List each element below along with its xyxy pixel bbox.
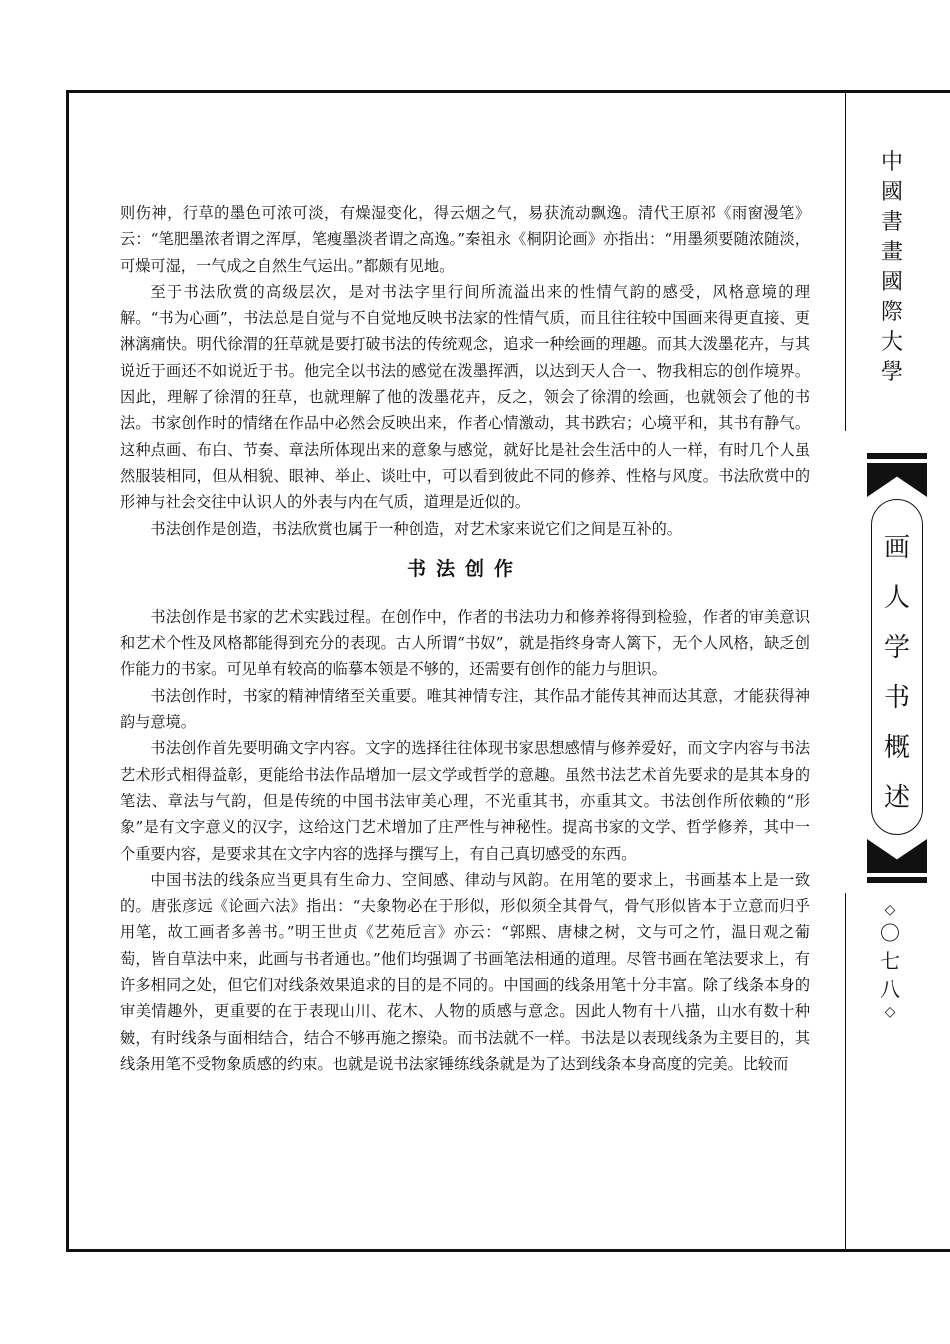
university-char: 國 bbox=[880, 270, 903, 295]
page-number-digit: 七 bbox=[880, 949, 900, 973]
bottom-cap-ornament bbox=[867, 839, 927, 873]
university-char: 大 bbox=[880, 330, 903, 355]
paragraph: 书法创作时，书家的精神情绪至关重要。唯其神情专注，其作品才能传其神而达其意，才能获得神韵与意境。 bbox=[120, 686, 810, 732]
book-title-panel bbox=[867, 453, 927, 883]
diamond-icon: ◇ bbox=[884, 902, 896, 918]
book-title-char: 人 bbox=[883, 583, 910, 613]
paragraph: 书法创作是书家的艺术实践过程。在创作中，作者的书法功力和修养将得到检验，作者的审美意识和艺术个性及风格都能得到充分的表现。古人所谓“书奴”，就是指终身寄人篱下，无个人风格，缺乏创作能力的书家。可见单有较高的临摹本领是不够的，还需要有创作的能力与胆识。 bbox=[120, 607, 810, 679]
paragraph: 中国书法的线条应当更具有生命力、空间感、律动与风韵。在用笔的要求上，书画基本上是一致的。唐张彦远《论画六法》指出：“夫象物必在于形似，形似须全其骨气，骨气形似皆本于立意而归乎用笔，故工画者多善书。”明王世贞《艺苑卮言》亦云：“郭熙、唐棣之树，文与可之竹，温日观之葡萄，皆自草法中来，此画与书者通也。”他们均强调了书画笔法相通的道理。尽管书画在笔法要求上，有许多相同之处，但它们对线条效果追求的目的是不同的。中国画的线条用笔十分丰富。除了线条本身的审美情趣外，更重要的在于表现山川、花木、人物的质感与意念。因此人物有十八描，山水有数十种皴，有时线条与面相结合，结合不够再施之擦染。而书法就不一样。书法是以表现线条为主要目的，其线条用笔不受物象质感的约束。也就是说书法家锤练线条就是为了达到线条本身高度的完美。比较而 bbox=[120, 870, 810, 1073]
sidebar-divider-bottom bbox=[845, 893, 846, 1249]
top-bar bbox=[867, 453, 927, 459]
university-char: 書 bbox=[880, 210, 903, 235]
sidebar bbox=[845, 93, 950, 1249]
diamond-icon: ◇ bbox=[884, 1004, 896, 1020]
university-name bbox=[872, 148, 912, 388]
book-title bbox=[871, 523, 923, 823]
paragraph: 则伤神，行草的墨色可浓可淡，有燥湿变化，得云烟之气，易获流动飘逸。清代王原祁《雨窗漫笔》云：“笔肥墨浓者谓之浑厚，笔瘦墨淡者谓之高逸。”秦祖永《桐阴论画》亦指出：“用墨须要随浓随淡，可燥可湿，一气成之自然生气运出。”都颇有见地。 bbox=[120, 204, 810, 275]
book-title-char: 画 bbox=[883, 533, 910, 563]
university-char: 國 bbox=[880, 180, 903, 205]
university-char: 畫 bbox=[880, 240, 903, 265]
book-title-char: 书 bbox=[883, 683, 910, 713]
paragraph: 书法创作是创造，书法欣赏也属于一种创造，对艺术家来说它们之间是互补的。 bbox=[150, 519, 682, 538]
top-cap-ornament bbox=[867, 463, 927, 497]
paragraph: 至于书法欣赏的高级层次，是对书法字里行间所流溢出来的性情气韵的感受，风格意境的理解。“书为心画”，书法总是自觉与不自觉地反映书法家的性情气质，而且往往较中国画来得更直接、更淋漓痛快。明代徐渭的狂草就是要打破书法的传统观念，追求一种绘画的理趣。而其大泼墨花卉，与其说近于画还不如说近于书。他完全以书法的感觉在泼墨挥洒，以达到天人合一、物我相忘的创作境界。因此，理解了徐渭的狂草，也就理解了他的泼墨花卉，反之，领会了徐渭的绘画，也就领会了他的书法。书家创作时的情绪在作品中必然会反映出来，作者心情激动，其书跌宕；心境平和，其书有静气。这种点画、布白、节奏、章法所体现出来的意象与感觉，就好比是社会生活中的人一样，有时几个人虽然服装相同，但从相貌、眼神、举止、谈吐中，可以看到彼此不同的修养、性格与风度。书法欣赏中的形神与社会交往中认识人的外表与内在气质，道理是近似的。 bbox=[120, 282, 810, 512]
page-number-digit: 八 bbox=[880, 977, 900, 1001]
book-title-char: 概 bbox=[883, 733, 910, 763]
section-heading: 书法创作 bbox=[406, 557, 523, 580]
page-number bbox=[872, 901, 908, 1021]
paragraph: 书法创作首先要明确文字内容。文字的选择往往体现书家思想感情与修养爱好，而文字内容与书法艺术形式相得益彰，更能给书法作品增加一层文学或哲学的意趣。虽然书法艺术首先要求的是其本身的笔法、章法与气韵，但是传统的中国书法审美心理，不光重其书，亦重其文。书法创作所依赖的“形象”是有文字意义的汉字，这给这门艺术增加了庄严性与神秘性。提高书家的文学、哲学修养，其中一个重要内容，是要求其在文字内容的选择与撰写上，有自己真切感受的东西。 bbox=[120, 739, 810, 863]
book-title-char: 学 bbox=[883, 633, 910, 663]
bottom-bar bbox=[867, 877, 927, 883]
page-number-digit: 〇 bbox=[880, 921, 900, 945]
book-title-char: 述 bbox=[883, 783, 910, 813]
university-char: 中 bbox=[880, 150, 903, 175]
body-text bbox=[120, 200, 810, 1077]
sidebar-divider-top bbox=[845, 93, 846, 431]
university-char: 學 bbox=[880, 360, 903, 385]
university-char: 際 bbox=[880, 300, 903, 325]
